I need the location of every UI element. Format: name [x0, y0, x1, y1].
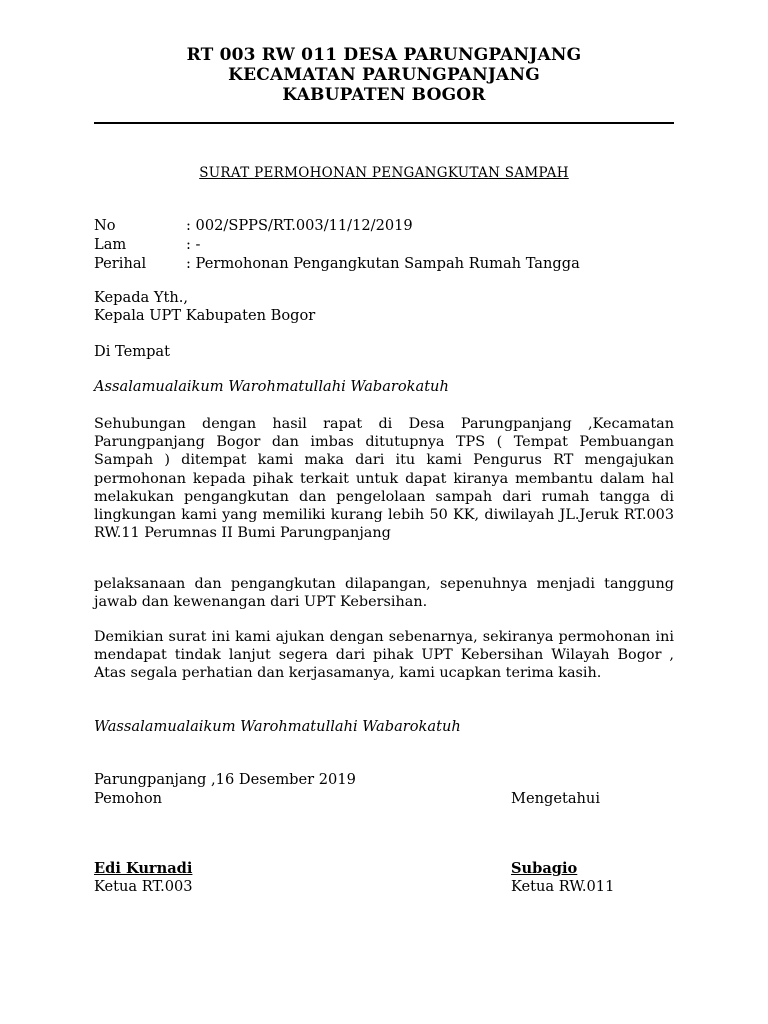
recipient-place: Di Tempat — [94, 343, 170, 360]
document-title: SURAT PERMOHONAN PENGANGKUTAN SAMPAH — [199, 165, 569, 181]
recipient-salutation: Kepada Yth., — [94, 289, 189, 306]
signatory-left-role: Pemohon — [94, 790, 163, 807]
recipient-name: Kepala UPT Kabupaten Bogor — [94, 307, 316, 324]
signatory-right-position: Ketua RW.011 — [511, 878, 615, 895]
letterhead-divider — [94, 122, 674, 124]
meta-label-no: No — [94, 217, 116, 234]
meta-label-lam: Lam — [94, 236, 127, 253]
closing-greeting: Wassalamualaikum Warohmatullahi Wabarokatuh — [94, 718, 461, 735]
signatory-left-position: Ketua RT.003 — [94, 878, 193, 895]
body-paragraph-3: Demikian surat ini kami ajukan dengan sebenarnya, sekiranya permohonan ini mendapat tindak lanjut segera dari pihak UPT Kebersihan Wilayah Bogor , Atas segala perhatian dan kerjasamanya, kami ucapkan terima kasih. — [94, 629, 674, 682]
meta-value-no: : 002/SPPS/RT.003/11/12/2019 — [186, 217, 413, 234]
signatory-right-name: Subagio — [511, 860, 578, 877]
signatory-right-role: Mengetahui — [511, 790, 600, 807]
signatory-left-name: Edi Kurnadi — [94, 860, 193, 877]
place-date: Parungpanjang ,16 Desember 2019 — [94, 771, 356, 788]
letterhead-line-2: KECAMATAN PARUNGPANJANG — [228, 65, 540, 85]
greeting: Assalamualaikum Warohmatullahi Wabarokatuh — [94, 378, 449, 395]
meta-value-lam: : - — [186, 236, 201, 253]
body-paragraph-1: Sehubungan dengan hasil rapat di Desa Parungpanjang ,Kecamatan Parungpanjang Bogor dan imbas ditutupnya TPS ( Tempat Pembuangan Sampah ) ditempat kami maka dari itu kami Pengurus RT mengajukan permohonan kepada pihak terkait untuk dapat kiranya membantu dalam hal melakukan pengangkutan dan pengelolaan sampah dari rumah tangga di lingkungan kami yang memiliki kurang lebih 50 KK, diwilayah JL.Jeruk RT.003 RW.11 Perumnas II Bumi Parungpanjang — [94, 416, 674, 542]
letterhead-line-3: KABUPATEN BOGOR — [282, 85, 486, 105]
meta-value-perihal: : Permohonan Pengangkutan Sampah Rumah Tangga — [186, 255, 580, 272]
letterhead-line-1: RT 003 RW 011 DESA PARUNGPANJANG — [186, 45, 582, 65]
meta-label-perihal: Perihal — [94, 255, 147, 272]
body-paragraph-2: pelaksanaan dan pengangkutan dilapangan, sepenuhnya menjadi tanggung jawab dan kewenangan dari UPT Kebersihan. — [94, 576, 674, 611]
